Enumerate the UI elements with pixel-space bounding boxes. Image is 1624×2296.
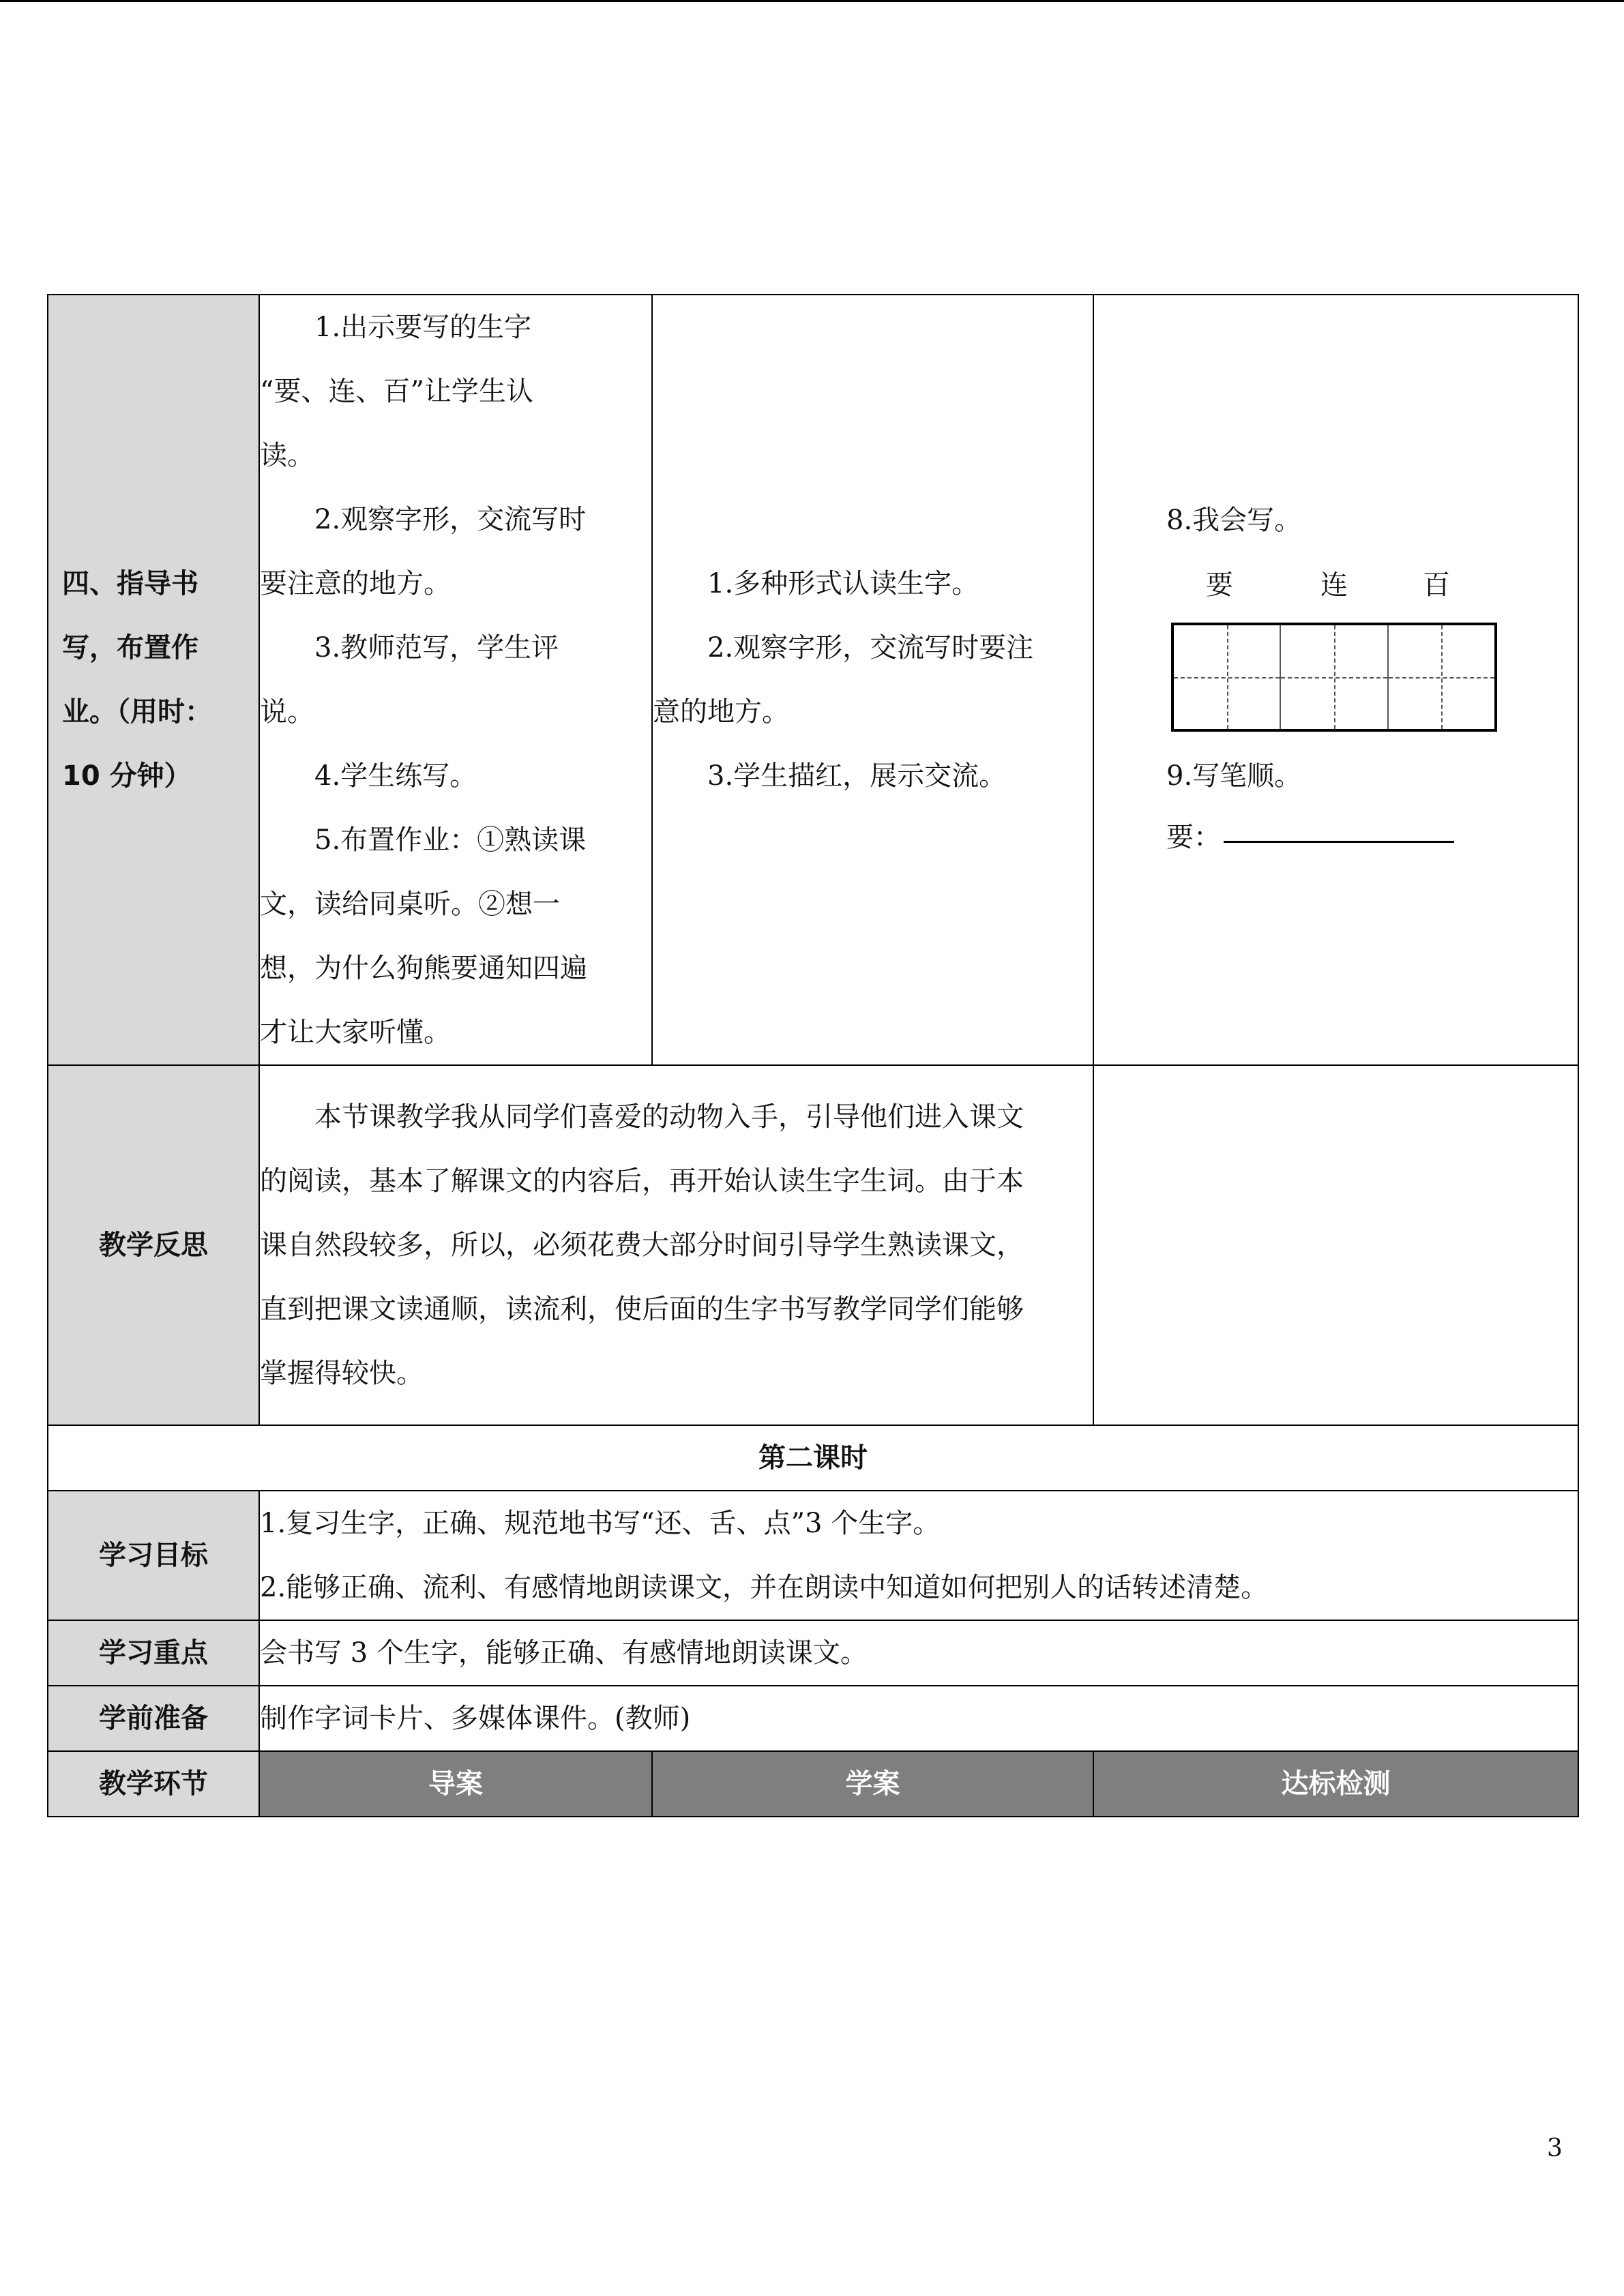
check-item-9: 9.写笔顺。 [1166, 760, 1302, 792]
guide-line: 5.布置作业：①熟读课 [314, 824, 587, 856]
guide-line: 1.出示要写的生字 [314, 312, 532, 343]
guide-line: 才让大家听懂。 [260, 1017, 451, 1048]
section4-label-line: 写，布置作 [62, 632, 198, 664]
reflection-line: 课自然段较多，所以，必须花费大部分时间引导学生熟读课文， [260, 1229, 1024, 1261]
reflection-row [48, 1065, 1578, 1425]
grid-square[interactable] [1389, 625, 1494, 729]
guide-line: 4.学生练写。 [314, 760, 477, 792]
stroke-order-blank[interactable] [1224, 841, 1454, 843]
study-line: 意的地方。 [653, 696, 789, 728]
reflection-empty-cell [1093, 1065, 1578, 1425]
key-row [48, 1620, 1578, 1686]
goals-label: 学习目标 [48, 1491, 259, 1620]
guide-line: 文，读给同桌听。②想一 [260, 889, 560, 920]
header-study: 学案 [652, 1751, 1093, 1817]
practice-char: 百 [1423, 569, 1450, 601]
goals-row [48, 1491, 1578, 1620]
study-line: 2.观察字形，交流写时要注 [707, 632, 1034, 664]
check-item-8: 8.我会写。 [1166, 505, 1302, 536]
header-check: 达标检测 [1093, 1751, 1578, 1817]
guide-line: 说。 [260, 696, 314, 728]
section4-label [48, 295, 259, 1065]
top-border-line [0, 0, 1624, 2]
key-label: 学习重点 [48, 1620, 259, 1686]
page-number: 3 [1547, 2134, 1563, 2162]
guide-line: 想，为什么狗熊要通知四遍 [260, 953, 587, 984]
guide-line: “要、连、百”让学生认 [260, 376, 533, 407]
study-line: 3.学生描红，展示交流。 [707, 760, 1007, 792]
section4-label-line: 业。（用时： [62, 696, 212, 728]
steps-header-row [48, 1751, 1578, 1817]
reflection-line: 直到把课文读通顺，读流利，使后面的生字书写教学同学们能够 [260, 1294, 1024, 1325]
reflection-line: 本节课教学我从同学们喜爱的动物入手，引导他们进入课文 [314, 1101, 1024, 1133]
guide-line: 3.教师范写，学生评 [314, 632, 559, 664]
goals-cell [259, 1491, 1578, 1620]
lesson2-title: 第二课时 [48, 1425, 1578, 1491]
prep-label: 学前准备 [48, 1686, 259, 1751]
goal-line: 2.能够正确、流利、有感情地朗读课文，并在朗读中知道如何把别人的话转述清楚。 [260, 1572, 1269, 1603]
practice-char: 要 [1206, 569, 1233, 601]
prep-cell: 制作字词卡片、多媒体课件。(教师) [259, 1686, 1578, 1751]
goal-line: 1.复习生字，正确、规范地书写“还、舌、点”3 个生字。 [260, 1508, 941, 1539]
section4-check-cell [1093, 295, 1578, 1065]
guide-line: 要注意的地方。 [260, 568, 451, 599]
steps-label: 教学环节 [48, 1751, 259, 1817]
study-line: 1.多种形式认读生字。 [707, 568, 979, 599]
guide-line: 读。 [260, 440, 314, 471]
key-cell: 会书写 3 个生字，能够正确、有感情地朗读课文。 [259, 1620, 1578, 1686]
check-area [1094, 295, 1578, 1059]
section4-study-cell [652, 295, 1093, 1065]
reflection-label: 教学反思 [48, 1065, 259, 1425]
grid-square[interactable] [1281, 625, 1388, 729]
header-guide: 导案 [259, 1751, 652, 1817]
section4-label-line: 10 分钟） [62, 760, 192, 792]
reflection-line: 的阅读，基本了解课文的内容后，再开始认读生字生词。由于本 [260, 1165, 1024, 1197]
section4-label-line: 四、指导书 [62, 568, 198, 599]
lesson2-title-row [48, 1425, 1578, 1491]
writing-grid[interactable] [1171, 623, 1497, 732]
reflection-line: 掌握得较快。 [260, 1358, 424, 1389]
lesson-plan-table [47, 294, 1579, 1817]
stroke-order-label: 要： [1166, 822, 1221, 853]
practice-char: 连 [1320, 569, 1348, 601]
guide-line: 2.观察字形，交流写时 [314, 504, 587, 535]
section4-row [48, 295, 1578, 1065]
prep-row [48, 1686, 1578, 1751]
reflection-text-cell [259, 1065, 1093, 1425]
section4-guide-cell [259, 295, 652, 1065]
grid-square[interactable] [1174, 625, 1281, 729]
